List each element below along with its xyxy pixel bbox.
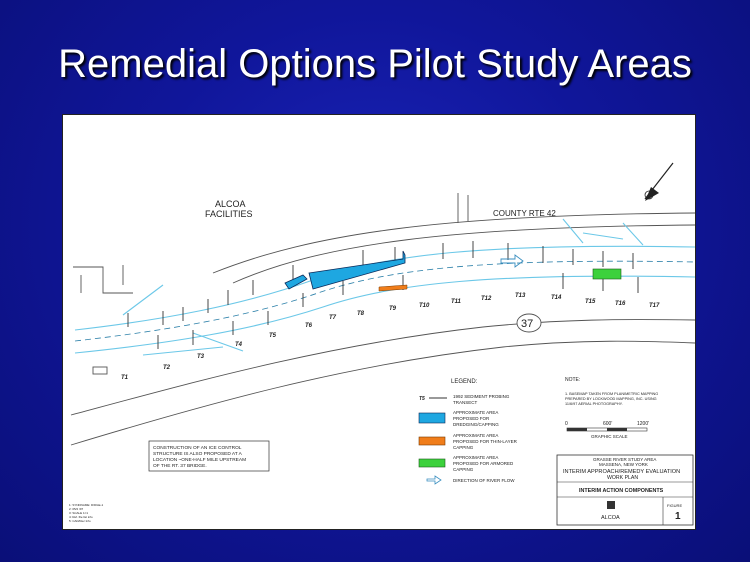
legend-dredging-swatch (419, 413, 445, 423)
svg-text:CONSTRUCTION OF AN ICE CONTROL: CONSTRUCTION OF AN ICE CONTROL (153, 446, 242, 451)
svg-text:STRUCTURE IS ALSO PROPOSED AT: STRUCTURE IS ALSO PROPOSED AT A (153, 452, 242, 457)
svg-text:WORK PLAN: WORK PLAN (607, 475, 639, 481)
svg-text:GRASSE RIVER STUDY AREA: GRASSE RIVER STUDY AREA (593, 457, 657, 462)
svg-text:NOTE:: NOTE: (565, 377, 581, 383)
slide-title: Remedial Options Pilot Study Areas (58, 42, 692, 86)
svg-text:1992 SEDIMENT PROBING: 1992 SEDIMENT PROBING (453, 394, 510, 399)
transect-label: T14 (551, 295, 562, 301)
svg-text:11/6/97 AERIAL PHOTOGRAPHY.: 11/6/97 AERIAL PHOTOGRAPHY. (565, 402, 623, 406)
legend-armored-swatch (419, 459, 445, 467)
dredging-area-main (309, 251, 405, 289)
svg-text:INTERIM ACTION COMPONENTS: INTERIM ACTION COMPONENTS (579, 488, 664, 494)
svg-text:APPROXIMATE AREA: APPROXIMATE AREA (453, 410, 499, 415)
svg-text:FIGURE: FIGURE (667, 503, 683, 508)
svg-text:PROPOSED FOR THIN-LAYER: PROPOSED FOR THIN-LAYER (453, 439, 517, 444)
dredging-area-small (285, 275, 307, 289)
transect-label: T17 (649, 303, 660, 309)
legend-thin-layer-swatch (419, 437, 445, 445)
transect-label: T11 (451, 299, 461, 305)
river-map (63, 115, 695, 529)
svg-text:INTERIM APPROACH/REMEDY EVALUA: INTERIM APPROACH/REMEDY EVALUATION (563, 469, 681, 475)
route-37-shield-icon (517, 314, 541, 332)
transect-label: T8 (357, 311, 365, 317)
file-info (69, 503, 104, 523)
svg-text:PROPOSED FOR ARMORED: PROPOSED FOR ARMORED (453, 461, 514, 466)
alcoa-logo-icon (607, 501, 615, 509)
flow-arrow-icon (501, 255, 523, 267)
svg-text:DIRECTION OF RIVER FLOW: DIRECTION OF RIVER FLOW (453, 478, 515, 483)
svg-text:DREDGING/CAPPING: DREDGING/CAPPING (453, 422, 499, 427)
svg-text:1. BASEMAP TAKEN FROM PLANIMET: 1. BASEMAP TAKEN FROM PLANIMETRIC MAPPING (565, 392, 659, 396)
ice-control-note (149, 441, 269, 471)
armored-area (593, 269, 621, 279)
transect-label: T2 (163, 365, 171, 371)
svg-text:37: 37 (521, 318, 534, 330)
legend-flow-arrow-icon (427, 476, 441, 484)
svg-text:OF THE RT. 37 BRIDGE.: OF THE RT. 37 BRIDGE. (153, 464, 207, 469)
svg-text:2: 05/2 /97: 2: 05/2 /97 (69, 507, 84, 511)
thin-layer-area (379, 285, 407, 291)
svg-text:0: 0 (565, 421, 568, 427)
svg-text:1: 1 (675, 511, 681, 522)
transect-label: T4 (235, 342, 243, 348)
map-legend (419, 379, 518, 484)
legend-title: LEGEND: (451, 379, 478, 385)
svg-text:TRANSECT: TRANSECT (453, 400, 478, 405)
svg-text:LOCATION ~ONE-HALF MILE UPSTRE: LOCATION ~ONE-HALF MILE UPSTREAM (153, 458, 247, 463)
map-figure (62, 114, 696, 530)
svg-text:CAPPING: CAPPING (453, 445, 474, 450)
transect-label: T1 (121, 375, 129, 381)
transect-label: T7 (329, 315, 337, 321)
county-route-label: COUNTY RTE 42 (493, 209, 556, 218)
svg-text:1200': 1200' (637, 421, 650, 427)
svg-text:600': 600' (603, 421, 613, 427)
transect-label: T6 (305, 323, 313, 329)
svg-text:APPROXIMATE AREA: APPROXIMATE AREA (453, 455, 499, 460)
svg-text:4: Ref. file list info: 4: Ref. file list info (69, 515, 93, 519)
graphic-scale (565, 421, 649, 439)
north-arrow-icon (645, 163, 673, 201)
svg-text:5: CAD/Rec Info: 5: CAD/Rec Info (69, 519, 91, 523)
svg-text:1: SYNDNAME: D/DGE-1: 1: SYNDNAME: D/DGE-1 (69, 503, 104, 507)
svg-text:3: SCALE 1=1: 3: SCALE 1=1 (69, 511, 89, 515)
svg-text:ALCOA: ALCOA (601, 515, 620, 521)
svg-text:PREPARED BY LOCKWOOD MAPPING,: PREPARED BY LOCKWOOD MAPPING, INC. USING (565, 397, 657, 401)
transect-label: T5 (269, 333, 277, 339)
svg-text:GRAPHIC SCALE: GRAPHIC SCALE (591, 434, 628, 439)
title-block (557, 455, 693, 525)
map-notes (565, 377, 658, 406)
alcoa-label: ALCOA (215, 199, 246, 209)
roads (71, 193, 695, 445)
facilities-label: FACILITIES (205, 209, 253, 219)
transect-label: T13 (515, 293, 526, 299)
svg-text:APPROXIMATE AREA: APPROXIMATE AREA (453, 433, 499, 438)
svg-text:MASSENA, NEW YORK: MASSENA, NEW YORK (599, 462, 648, 467)
transect-label: T9 (389, 306, 397, 312)
transect-label: T16 (615, 301, 626, 307)
transect-label: T12 (481, 296, 492, 302)
svg-text:CAPPING: CAPPING (453, 467, 474, 472)
transect-label: T10 (419, 303, 430, 309)
transect-label: T3 (197, 354, 205, 360)
legend-transect-key: T5 (419, 396, 425, 402)
svg-text:PROPOSED FOR: PROPOSED FOR (453, 416, 490, 421)
transect-lines (128, 241, 638, 349)
transect-label: T15 (585, 299, 596, 305)
